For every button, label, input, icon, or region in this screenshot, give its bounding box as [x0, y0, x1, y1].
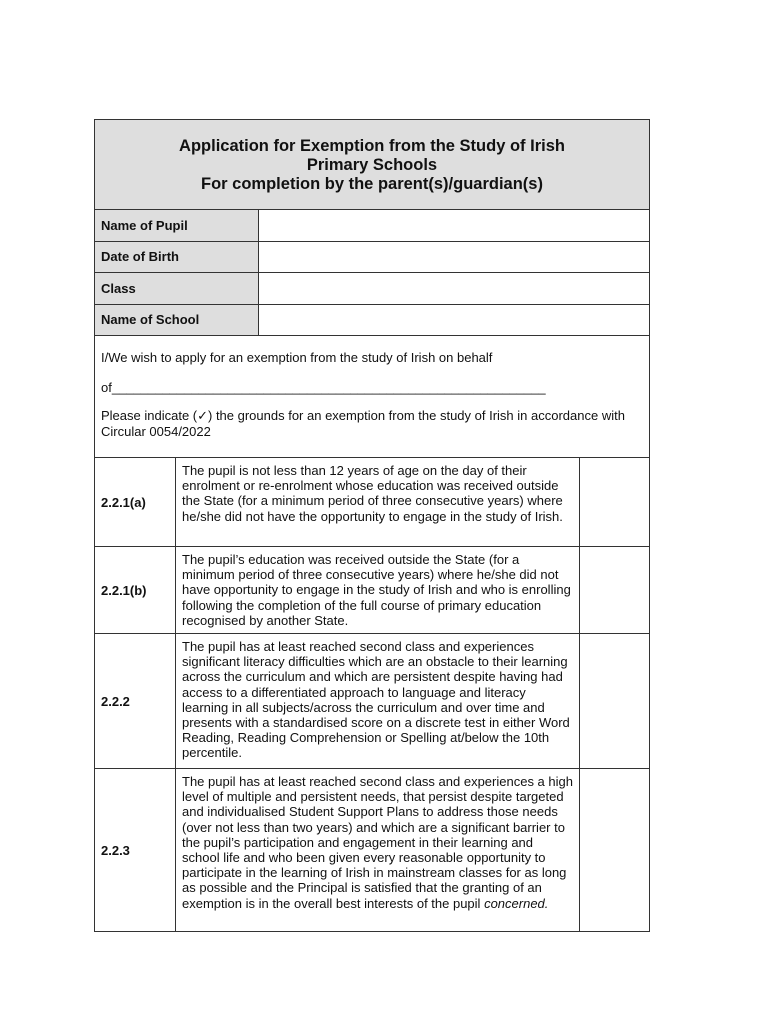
title-line-3: For completion by the parent(s)/guardian(s)	[201, 175, 543, 193]
pupil-name-label: Name of Pupil	[95, 210, 259, 241]
statement-line-1: I/We wish to apply for an exemption from the study of Irish on behalf	[101, 350, 493, 365]
exemption-form	[94, 119, 650, 932]
ground-description-text: The pupil has at least reached second class and experiences a high level of multiple and persistent needs, that persist despite targeted and individualised Student Support Plans to address those needs (over not less than two years) and which are a significant barrier to the pupil’s participation and engagement in their learning and school life and who been given every reasonable opportunity to participate in the learning of Irish in mainstream classes for as long as possible and the Principal is satisfied that the granting of an exemption is in the overall best interests of the pupil	[182, 774, 573, 911]
class-field[interactable]	[259, 273, 649, 304]
date-of-birth-field[interactable]	[259, 242, 649, 273]
class-label: Class	[95, 273, 259, 304]
date-of-birth-row	[95, 242, 649, 274]
behalf-of-line[interactable]: of____________________________________________________________	[101, 380, 546, 395]
form-title	[95, 120, 649, 210]
ground-description: The pupil is not less than 12 years of age on the day of their enrolment or re-enrolment whose education was received outside the State (for a minimum period of three consecutive years) where he/she did not have the opportunity to engage in the study of Irish.	[176, 458, 580, 546]
ground-code: 2.2.1(a)	[95, 458, 176, 546]
ground-checkbox[interactable]	[580, 547, 649, 633]
grounds-instruction: Please indicate (✓) the grounds for an exemption from the study of Irish in accordance with Circular 0054/2022	[101, 408, 625, 439]
school-name-label: Name of School	[95, 305, 259, 336]
application-statement	[95, 336, 649, 458]
ground-checkbox[interactable]	[580, 634, 649, 768]
ground-description	[176, 769, 580, 931]
ground-code: 2.2.2	[95, 634, 176, 768]
ground-checkbox[interactable]	[580, 458, 649, 546]
ground-code: 2.2.1(b)	[95, 547, 176, 633]
date-of-birth-label: Date of Birth	[95, 242, 259, 273]
ground-row	[95, 547, 649, 634]
pupil-name-field[interactable]	[259, 210, 649, 241]
ground-code: 2.2.3	[95, 769, 176, 931]
pupil-name-row	[95, 210, 649, 242]
school-name-field[interactable]	[259, 305, 649, 336]
title-line-1: Application for Exemption from the Study of Irish	[179, 137, 565, 155]
ground-checkbox[interactable]	[580, 769, 649, 931]
ground-row	[95, 458, 649, 547]
school-name-row	[95, 305, 649, 337]
ground-row	[95, 634, 649, 769]
class-row	[95, 273, 649, 305]
ground-description-italic: concerned.	[484, 895, 549, 911]
ground-row	[95, 769, 649, 931]
title-line-2: Primary Schools	[306, 156, 438, 174]
ground-description: The pupil has at least reached second class and experiences significant literacy difficulties which are an obstacle to their learning across the curriculum and which are persistent despite having had access to a differentiated approach to language and literacy learning in all subjects/across the curriculum and over time and presents with a standardised score on a discrete test in either Word Reading, Reading Comprehension or Spelling at/below the 10th percentile.	[176, 634, 580, 768]
ground-description: The pupil’s education was received outside the State (for a minimum period of three consecutive years) where he/she did not have opportunity to engage in the study of Irish and who is enrolling following the completion of the full course of primary education recognised by another State.	[176, 547, 580, 633]
